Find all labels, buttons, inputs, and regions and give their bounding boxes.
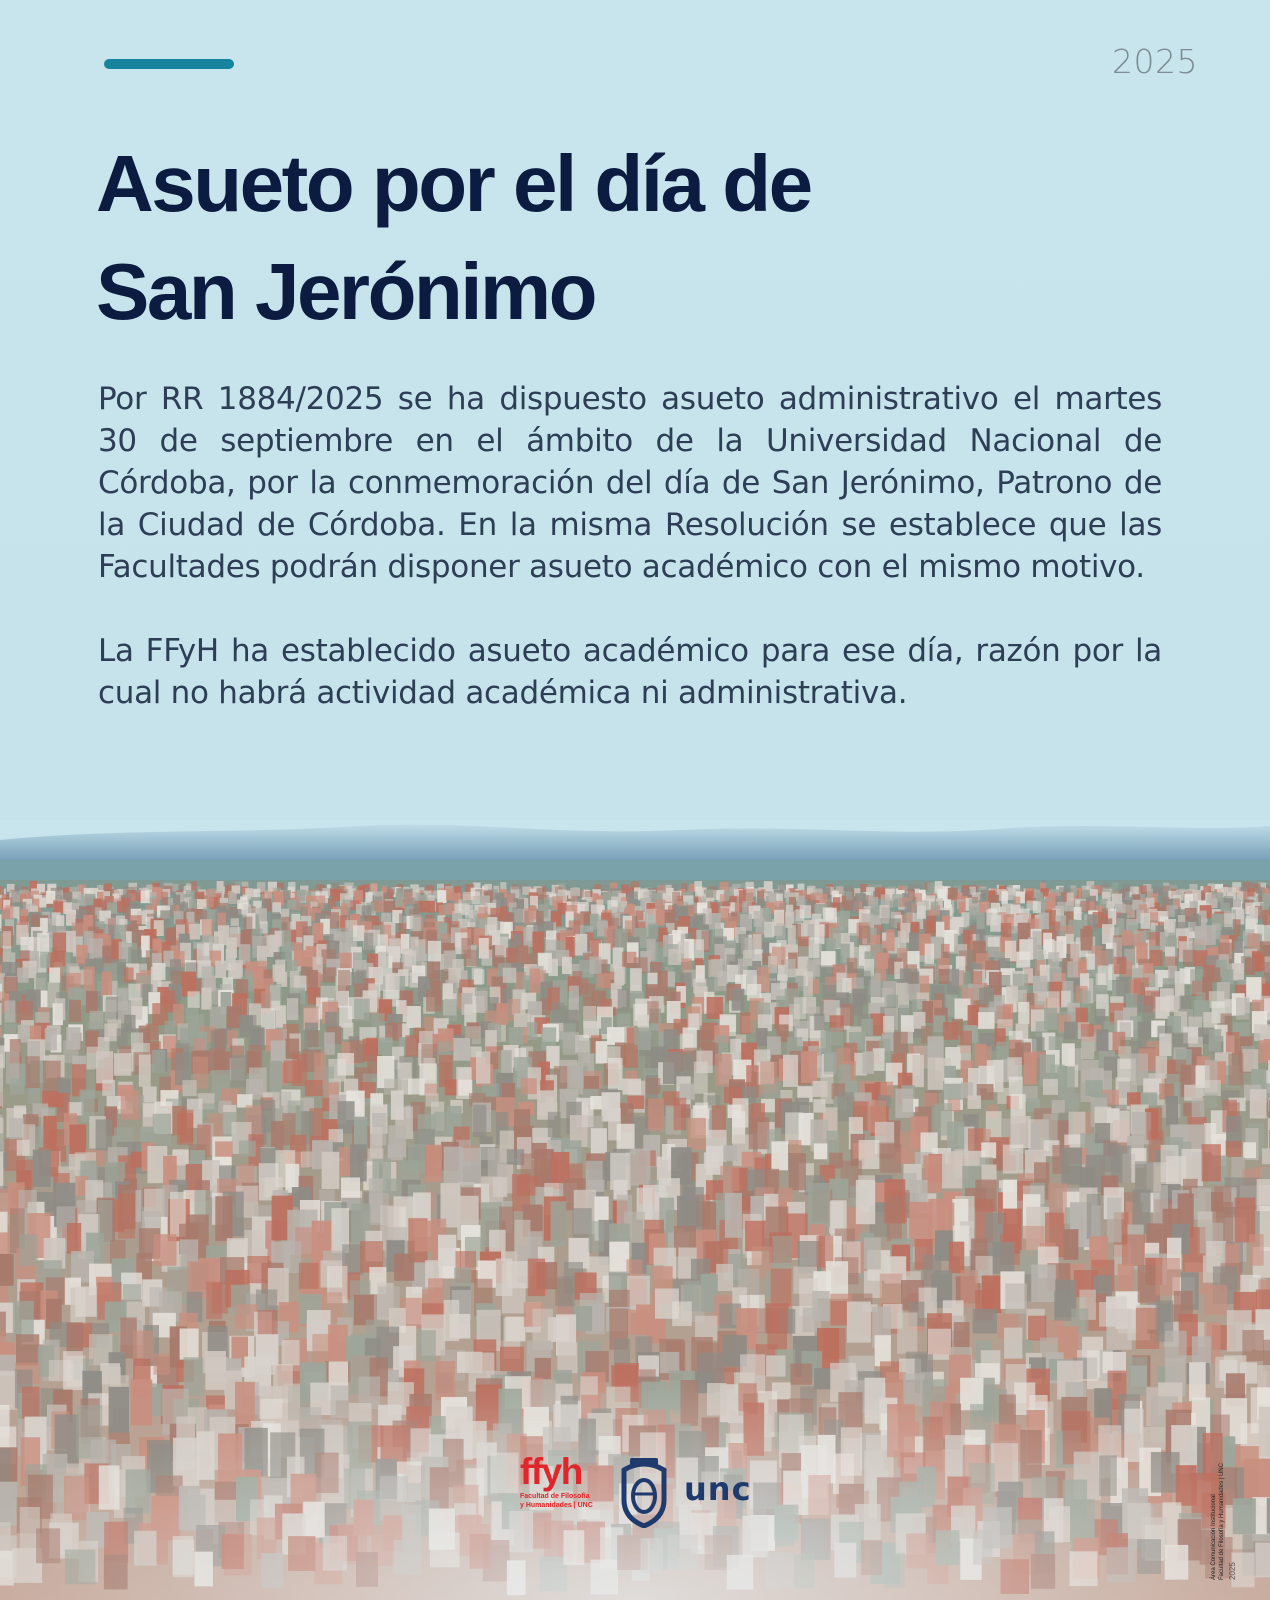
- credit-faculty: Facultad de Filosofía y Humanidades | UNC: [1219, 1463, 1225, 1580]
- unc-wordmark: unc: [684, 1470, 752, 1508]
- footer-logos: [520, 1452, 760, 1532]
- ffyh-subtitle-2: y Humanidades | UNC: [520, 1502, 593, 1509]
- page-title: [96, 130, 1096, 346]
- paragraph-2: La FFyH ha establecido asueto académico para ese día, razón por la cual no habrá actividad académica ni administrativa.: [98, 633, 1162, 711]
- ffyh-subtitle-1: Facultad de Filosofía: [520, 1493, 590, 1500]
- title-line-1: Asueto por el día de: [96, 139, 811, 228]
- design-credit: [1210, 1420, 1236, 1580]
- credit-year: 2025: [1228, 1562, 1237, 1580]
- accent-bar: [104, 59, 234, 69]
- ffyh-logo: [520, 1452, 600, 1510]
- paragraph-1: Por RR 1884/2025 se ha dispuesto asueto administrativo el martes 30 de septiembre en el ámbito de la Universidad Nacional de Córdoba, por la conmemoración del día de San Jerónimo, Patrono de la Ciudad de Córdoba. En la misma Resolución se establece que las Facultades podrán disponer asueto académico con el mismo motivo.: [98, 381, 1162, 585]
- announcement-body: [98, 378, 1162, 714]
- unc-seal-icon: [616, 1456, 672, 1528]
- year-label: 2025: [1112, 42, 1198, 81]
- ffyh-wordmark: ffyh: [520, 1451, 582, 1492]
- credit-area: Área Comunicación Institucional: [1211, 1494, 1217, 1580]
- title-line-2: San Jerónimo: [96, 247, 596, 336]
